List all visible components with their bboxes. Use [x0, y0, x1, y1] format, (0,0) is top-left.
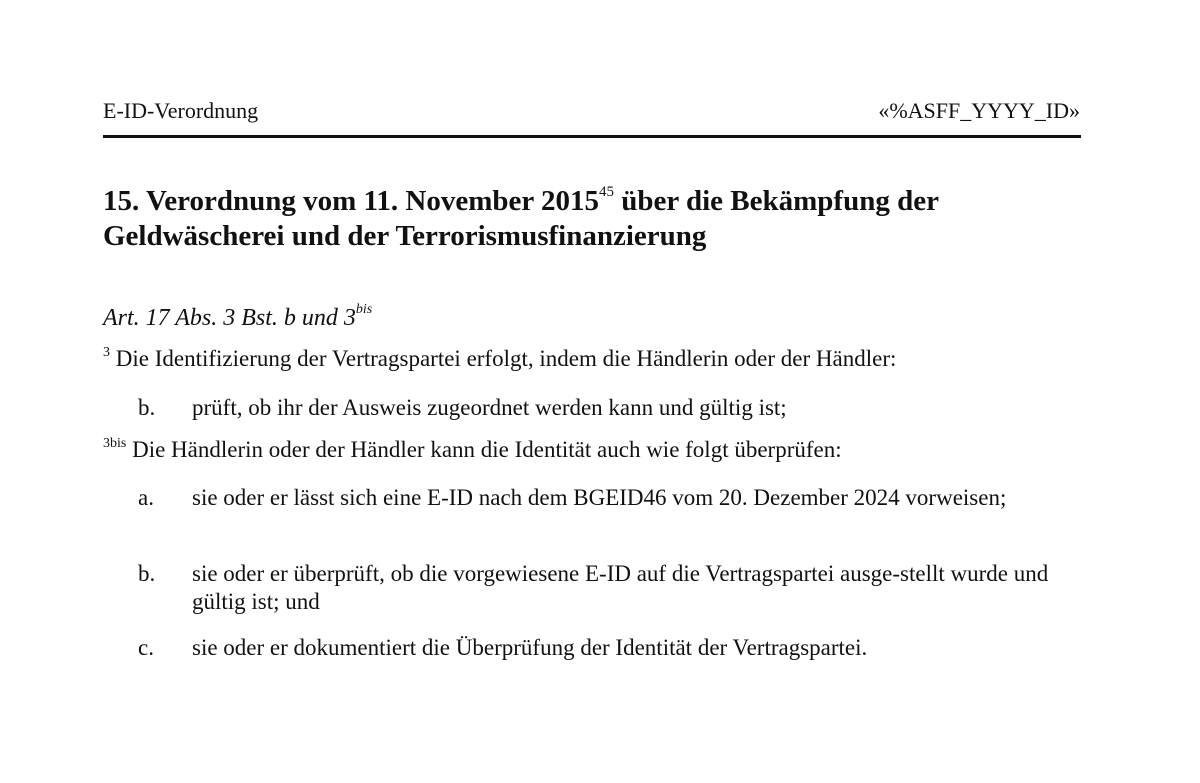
header-placeholder-id: «%ASFF_YYYY_ID»	[878, 98, 1080, 123]
list-item-text: sie oder er überprüft, ob die vorgewiesene E-ID auf die Vertragspartei ausge-stellt wurde und gültig ist; und	[192, 561, 1049, 614]
list-item-text: sie oder er lässt sich eine E-ID nach dem BGEID46 vom 20. Dezember 2024 vorweisen;	[192, 485, 1007, 510]
header-rule	[103, 135, 1081, 138]
article-ref-text: Art. 17 Abs. 3 Bst. b und 3	[103, 305, 356, 331]
title-continuation: über die Bekämpfung der Geldwäscherei und der Terrorismusfinanzierung	[103, 185, 939, 252]
title-main: 15. Verordnung vom 11. November 2015	[103, 185, 599, 217]
list-item-letter: b.	[138, 561, 156, 586]
list-item-letter: c.	[138, 635, 154, 660]
list-item-letter: a.	[138, 485, 154, 510]
article-ref-sup: bis	[355, 302, 373, 317]
title-footnote-ref: 45	[599, 184, 614, 200]
list-item-letter: b.	[138, 395, 156, 420]
list-item-text: sie oder er dokumentiert die Überprüfung der Identität der Vertragspartei.	[192, 635, 868, 660]
paragraph-3-number: 3	[103, 345, 110, 360]
paragraph-3bis-text: Die Händlerin oder der Händler kann die Identität auch wie folgt überprüfen:	[126, 437, 842, 462]
paragraph-3bis	[103, 434, 842, 466]
paragraph-3-text: Die Identifizierung der Vertragspartei erfolgt, indem die Händlerin oder der Händler:	[110, 346, 897, 371]
paragraph-3bis-number: 3bis	[103, 436, 127, 451]
header-title: E-ID-Verordnung	[103, 98, 259, 123]
paragraph-3	[103, 343, 896, 375]
running-header	[103, 96, 1080, 126]
article-reference	[103, 302, 372, 334]
list-item-text: prüft, ob ihr der Ausweis zugeordnet werden kann und gültig ist;	[192, 395, 787, 420]
ordinance-title	[103, 184, 1093, 254]
